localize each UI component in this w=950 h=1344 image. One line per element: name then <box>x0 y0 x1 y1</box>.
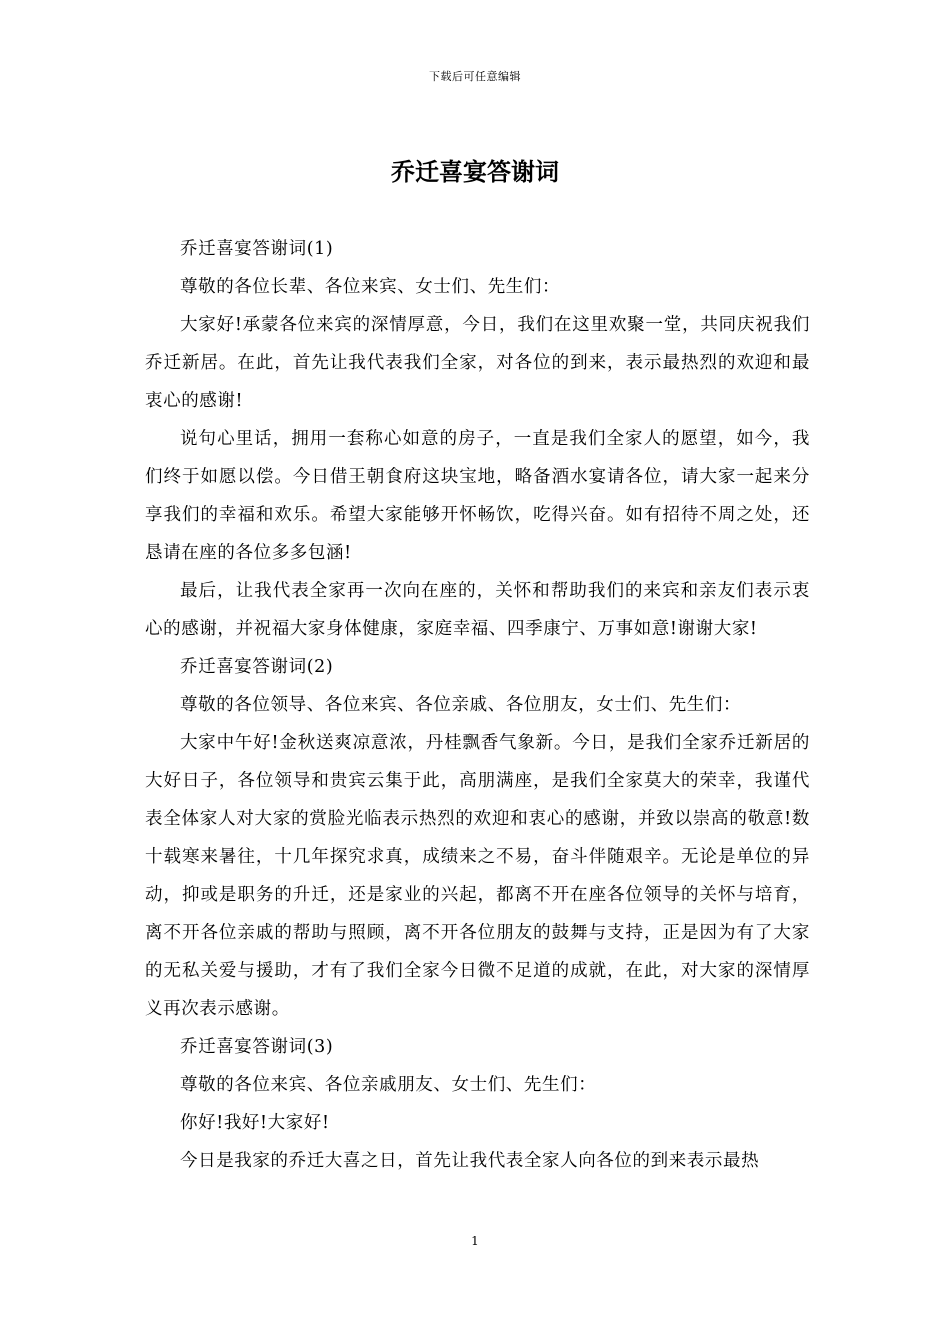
document-body <box>145 230 810 1180</box>
salutation-3: 尊敬的各位来宾、各位亲戚朋友、女士们、先生们： <box>180 1075 597 1095</box>
header-note: 下载后可任意编辑 <box>429 70 521 83</box>
section-heading-2: 乔迁喜宴答谢词(2) <box>180 657 334 677</box>
paragraph: 你好!我好!大家好! <box>180 1113 330 1133</box>
paragraph: 最后，让我代表全家再一次向在座的，关怀和帮助我们的来宾和亲友们表示衷心的感谢，并祝福大家身体健康，家庭幸福、四季康宁、万事如意!谢谢大家! <box>145 581 810 639</box>
section-heading-1: 乔迁喜宴答谢词(1) <box>180 239 334 259</box>
salutation-2: 尊敬的各位领导、各位来宾、各位亲戚、各位朋友，女士们、先生们： <box>180 695 742 715</box>
page-number: 1 <box>471 1234 479 1248</box>
section-heading-3: 乔迁喜宴答谢词(3) <box>180 1037 334 1057</box>
paragraph: 大家中午好!金秋送爽凉意浓，丹桂飘香气象新。今日，是我们全家乔迁新居的大好日子，各位领导和贵宾云集于此，高朋满座，是我们全家莫大的荣幸，我谨代表全体家人对大家的赏脸光临表示热烈的欢迎和衷心的感谢，并致以崇高的敬意!数十载寒来暑往，十几年探究求真，成绩来之不易，奋斗伴随艰辛。无论是单位的异动，抑或是职务的升迁，还是家业的兴起，都离不开在座各位领导的关怀与培育，离不开各位亲戚的帮助与照顾，离不开各位朋友的鼓舞与支持，正是因为有了大家的无私关爱与援助，才有了我们全家今日微不足道的成就，在此，对大家的深情厚义再次表示感谢。 <box>145 733 810 1019</box>
salutation-1: 尊敬的各位长辈、各位来宾、女士们、先生们： <box>180 277 561 297</box>
paragraph: 大家好!承蒙各位来宾的深情厚意，今日，我们在这里欢聚一堂，共同庆祝我们乔迁新居。在此，首先让我代表我们全家，对各位的到来，表示最热烈的欢迎和最衷心的感谢! <box>145 315 810 411</box>
paragraph: 今日是我家的乔迁大喜之日，首先让我代表全家人向各位的到来表示最热 <box>180 1151 760 1171</box>
document-title: 乔迁喜宴答谢词 <box>391 157 559 186</box>
paragraph: 说句心里话，拥用一套称心如意的房子，一直是我们全家人的愿望，如今，我们终于如愿以偿。今日借王朝食府这块宝地，略备酒水宴请各位，请大家一起来分享我们的幸福和欢乐。希望大家能够开怀畅饮，吃得兴奋。如有招待不周之处，还恳请在座的各位多多包涵! <box>145 429 810 563</box>
